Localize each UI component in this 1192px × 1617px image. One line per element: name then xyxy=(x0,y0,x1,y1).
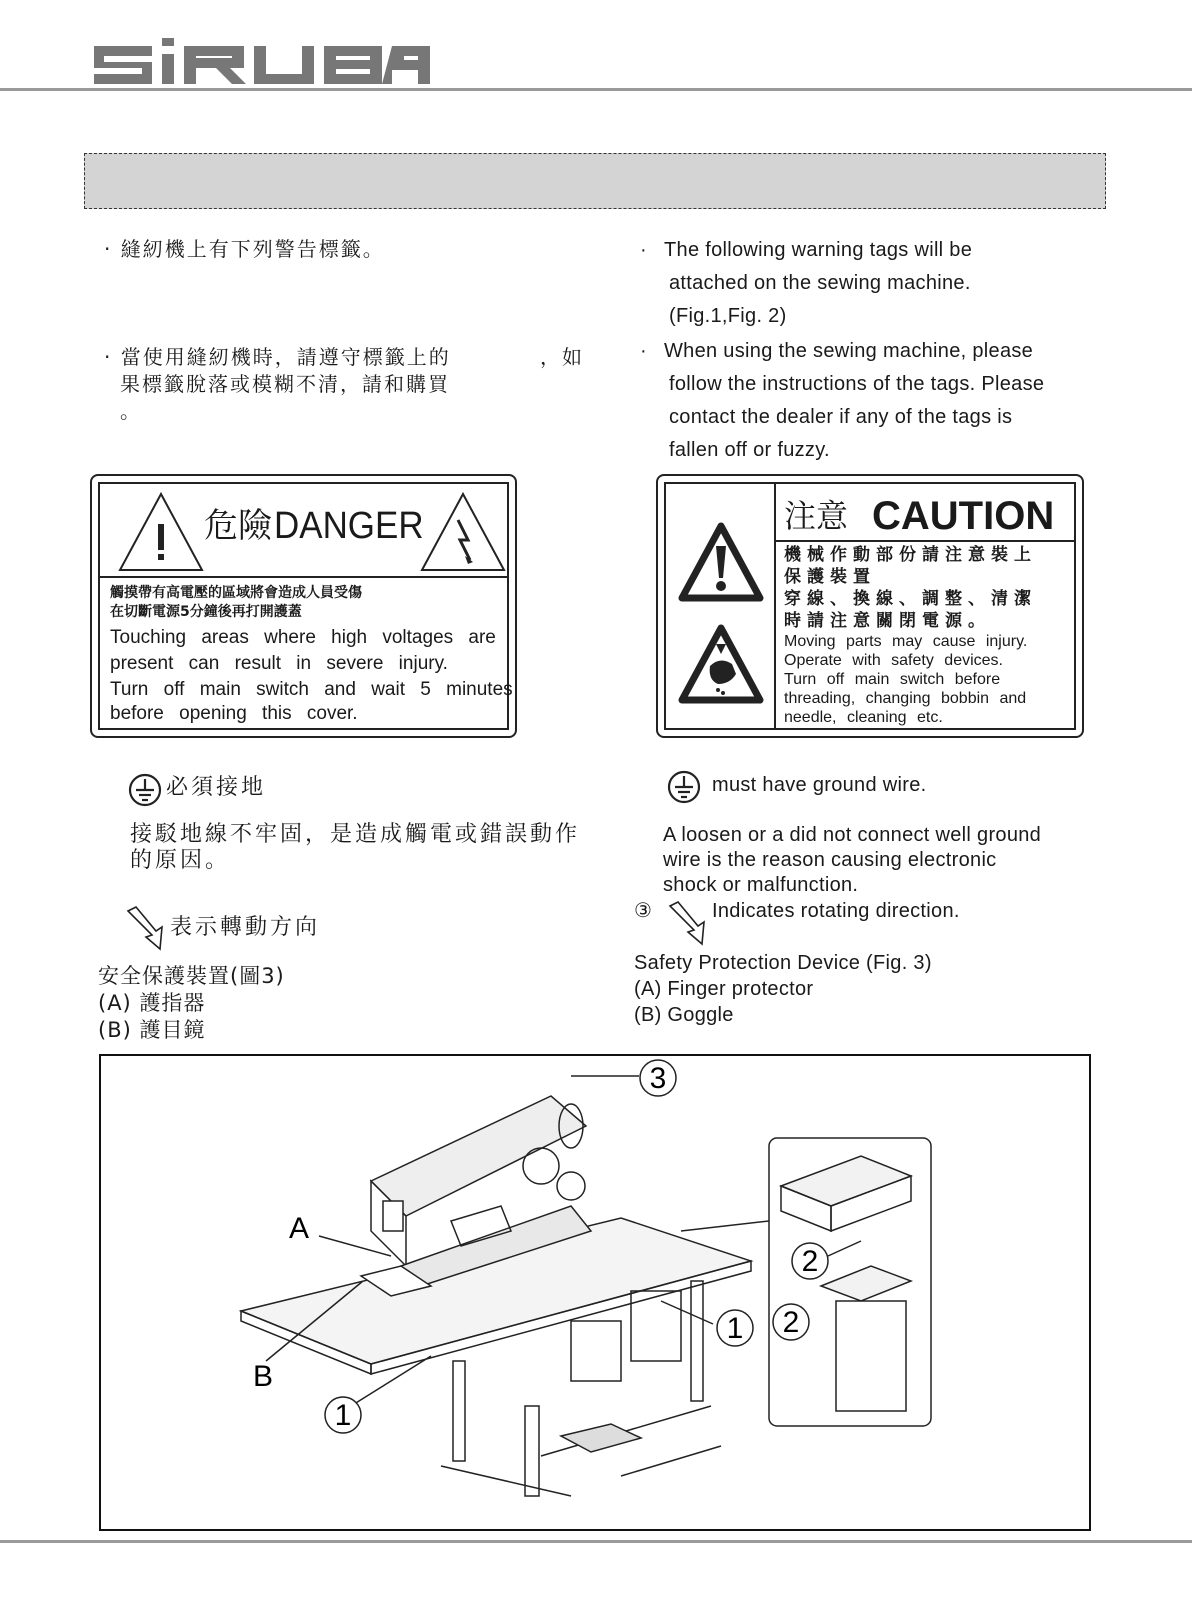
footer-rule xyxy=(0,1540,1192,1543)
ground-symbol-icon xyxy=(667,770,701,804)
callout-1-left: 1 xyxy=(334,1399,352,1432)
caution-zh-line2: 保護裝置 xyxy=(784,567,876,587)
right-safety-b: (B) Goggle xyxy=(634,1004,734,1026)
right-intro-line2: attached on the sewing machine. xyxy=(669,272,971,294)
caution-title-en: CAUTION xyxy=(872,494,1055,538)
right-ground-line2: wire is the reason causing electronic xyxy=(663,849,997,871)
right-safety-title: Safety Protection Device (Fig. 3) xyxy=(634,952,932,974)
danger-title-en: DANGER xyxy=(274,505,424,547)
danger-label-frame xyxy=(98,482,513,730)
danger-divider xyxy=(100,576,507,578)
caution-label xyxy=(656,474,1084,738)
danger-zh-line1: 觸摸帶有高電壓的區域將會造成人員受傷 xyxy=(110,585,362,601)
right-instruction-line4: fallen off or fuzzy. xyxy=(669,439,830,461)
left-ground-line1: 接駁地線不牢固，是造成觸電或錯誤動作 xyxy=(130,822,581,847)
danger-en-line3: Turn off main switch and wait 5 minutes xyxy=(110,679,513,700)
warning-triangle-icon xyxy=(678,522,764,602)
callout-3: 3 xyxy=(649,1062,667,1095)
danger-en-line1: Touching areas where high voltages are xyxy=(110,627,496,648)
right-ground-line3: shock or malfunction. xyxy=(663,874,859,896)
caution-en-line2: Operate with safety devices. xyxy=(784,652,1003,669)
left-ground-title: 必須接地 xyxy=(166,775,267,800)
caution-label-frame xyxy=(664,482,1076,730)
callout-a: A xyxy=(288,1212,310,1245)
caution-zh-line3: 穿線、換線、調整、清潔 xyxy=(784,589,1037,609)
right-ground-title: must have ground wire. xyxy=(712,774,927,796)
left-instruction-line2: 果標籤脫落或模糊不清，請和購買 xyxy=(120,372,450,396)
right-bullet-1: · xyxy=(640,239,647,261)
rotation-arrow-icon xyxy=(126,905,168,951)
caution-en-line1: Moving parts may cause injury. xyxy=(784,633,1028,650)
right-instruction-line3: contact the dealer if any of the tags is xyxy=(669,406,1013,428)
left-safety-a: (A) 護指器 xyxy=(98,991,206,1015)
callout-1-right: 1 xyxy=(726,1312,744,1345)
caution-zh-line1: 機械作動部份請注意裝上 xyxy=(784,545,1037,565)
caution-zh-line4: 時請注意關閉電源。 xyxy=(784,611,991,631)
left-instruction-line1: · 當使用縫紉機時，請遵守標籤上的 xyxy=(104,345,451,369)
hand-injury-icon xyxy=(678,624,764,704)
callout-2-upper: 2 xyxy=(801,1245,819,1278)
ground-symbol-icon xyxy=(128,773,162,807)
left-intro: · 縫紉機上有下列警告標籤。 xyxy=(104,237,385,261)
left-instruction-tail: ，如 xyxy=(540,345,584,369)
right-instruction-line2: follow the instructions of the tags. Please xyxy=(669,373,1045,395)
siruba-logo xyxy=(92,36,432,92)
right-rotate-num: ③ xyxy=(634,900,653,922)
callout-b: B xyxy=(252,1360,274,1393)
left-rotate-text: 表示轉動方向 xyxy=(170,915,321,940)
danger-zh-line2: 在切斷電源5分鐘後再打開護蓋 xyxy=(110,604,302,620)
right-intro-line1: The following warning tags will be xyxy=(664,239,973,261)
left-ground-line2: 的原因。 xyxy=(130,848,231,873)
callout-2-lower: 2 xyxy=(782,1306,800,1339)
caution-en-line3: Turn off main switch before xyxy=(784,671,1001,688)
caution-vertical-divider xyxy=(774,484,776,728)
logo-text: SiRUBA xyxy=(92,36,96,37)
left-safety-title: 安全保護裝置(圖3) xyxy=(98,964,285,988)
right-rotate-text: Indicates rotating direction. xyxy=(712,900,960,922)
danger-en-line2: present can result in severe injury. xyxy=(110,653,448,674)
caution-title-divider xyxy=(774,540,1074,542)
sewing-machine-drawing xyxy=(101,1056,1089,1529)
caution-en-line4: threading, changing bobbin and xyxy=(784,690,1027,707)
caution-en-line5: needle, cleaning etc. xyxy=(784,709,943,726)
section-title-banner xyxy=(84,153,1106,209)
right-safety-a: (A) Finger protector xyxy=(634,978,814,1000)
right-instruction-line1: When using the sewing machine, please xyxy=(664,340,1034,362)
left-safety-b: (B) 護目鏡 xyxy=(98,1018,206,1042)
warning-triangle-icon xyxy=(116,490,206,574)
left-instruction-line3: 。 xyxy=(120,399,142,423)
danger-label xyxy=(90,474,517,738)
right-ground-line1: A loosen or a did not connect well ground xyxy=(663,824,1042,846)
header-rule xyxy=(0,88,1192,91)
machine-figure-frame xyxy=(99,1054,1091,1531)
caution-title-zh: 注意 xyxy=(784,497,849,535)
right-intro-line3: (Fig.1,Fig. 2) xyxy=(669,305,787,327)
high-voltage-icon xyxy=(418,490,508,574)
danger-title-zh: 危險 xyxy=(204,506,272,546)
rotation-arrow-icon xyxy=(668,900,710,946)
danger-en-line4: before opening this cover. xyxy=(110,703,358,724)
right-bullet-2: · xyxy=(640,340,647,362)
